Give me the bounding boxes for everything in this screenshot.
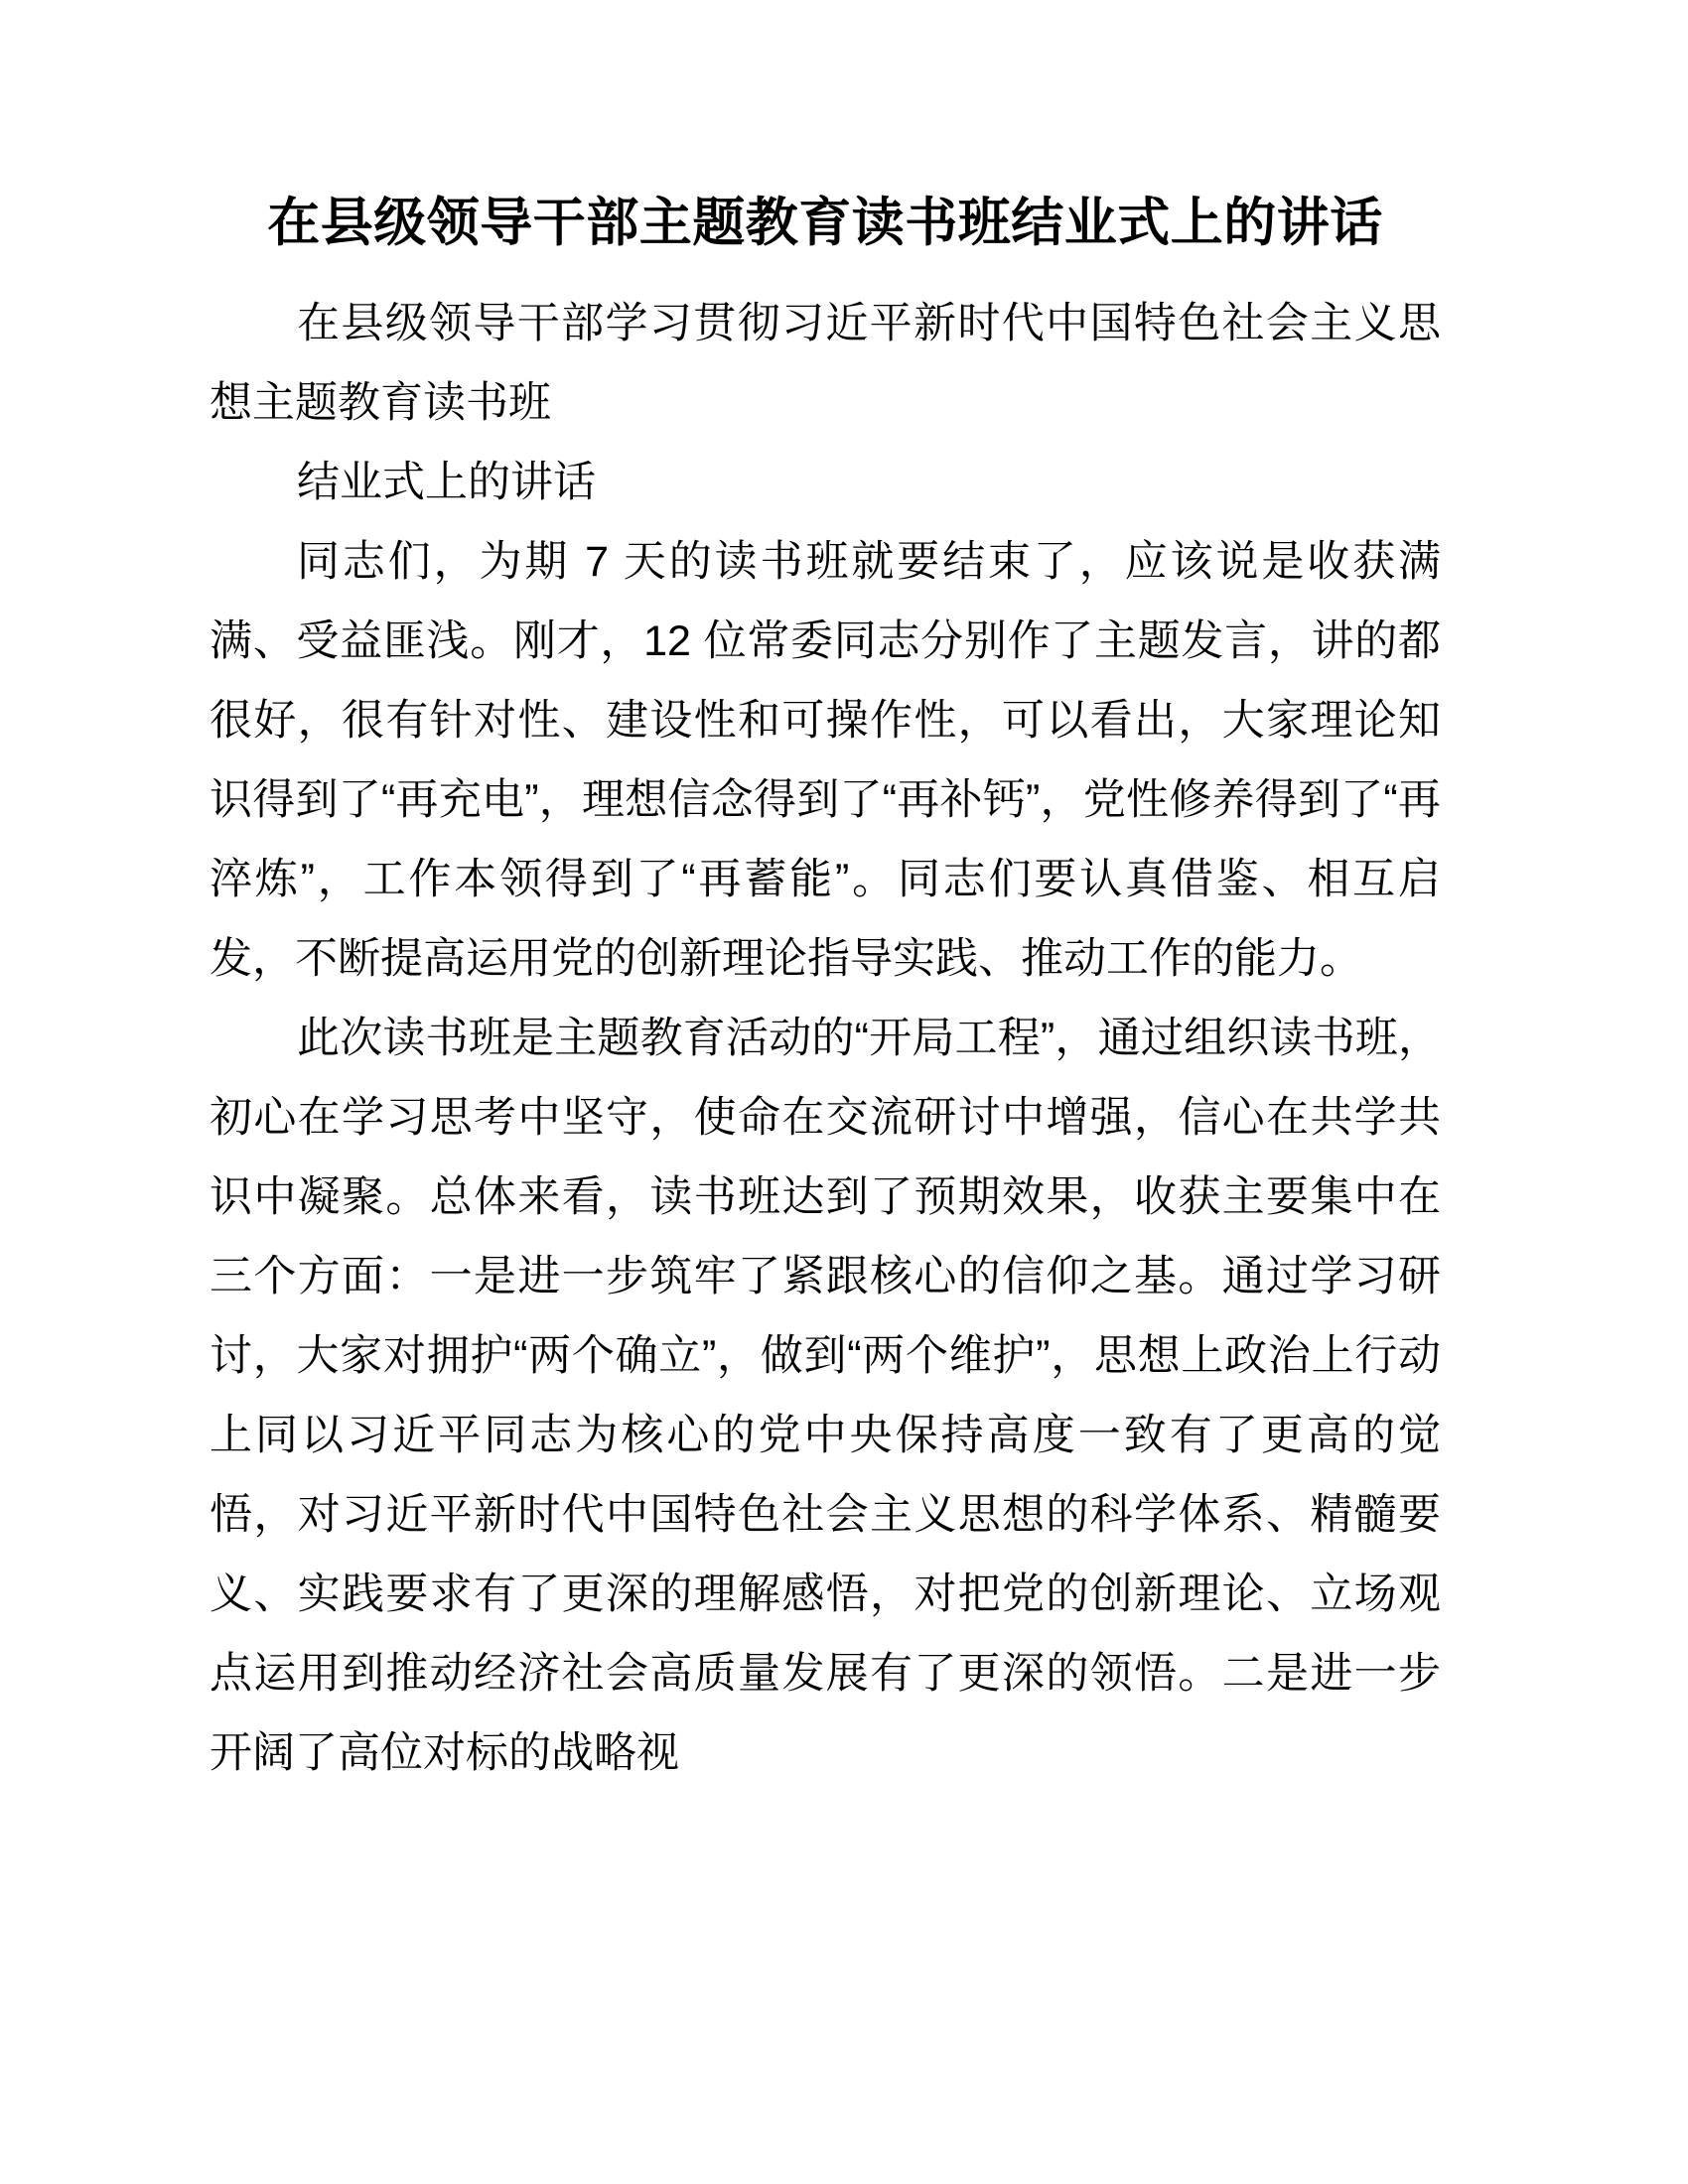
- page-title: 在县级领导干部主题教育读书班结业式上的讲话: [267, 194, 1383, 252]
- paragraph-body-2: 此次读书班是主题教育活动的“开局工程”，通过组织读书班，初心在学习思考中坚守，使命在交流研讨中增强，信心在共学共识中凝聚。总体来看，读书班达到了预期效果，收获主要集中在三个方面：一是进一步筑牢了紧跟核心的信仰之基。通过学习研讨，大家对拥护“两个确立”，做到“两个维护”，思想上政治上行动上同以习近平同志为核心的党中央保持高度一致有了更高的觉悟，对习近平新时代中国特色社会主义思想的科学体系、精髓要义、实践要求有了更深的理解感悟，对把党的创新理论、立场观点运用到推动经济社会高质量发展有了更深的领悟。二是进一步开阔了高位对标的战略视: [210, 1015, 1441, 1777]
- paragraph-subtitle-line-2: 结业式上的讲话: [297, 459, 596, 506]
- paragraph-subtitle-line-1: 在县级领导干部学习贯彻习近平新时代中国特色社会主义思想主题教育读书班: [210, 300, 1441, 427]
- document-body: [210, 0, 1441, 1793]
- paragraph-body-1: 同志们，为期 7 天的读书班就要结束了，应该说是收获满满、受益匪浅。刚才，12 位常委同志分别作了主题发言，讲的都很好，很有针对性、建设性和可操作性，可以看出，大家理论知识得到了“再充电”，理想信念得到了“再补钙”，党性修养得到了“再淬炼”，工作本领得到了“再蓄能”。同志们要认真借鉴、相互启发，不断提高运用党的创新理论指导实践、推动工作的能力。: [210, 538, 1441, 983]
